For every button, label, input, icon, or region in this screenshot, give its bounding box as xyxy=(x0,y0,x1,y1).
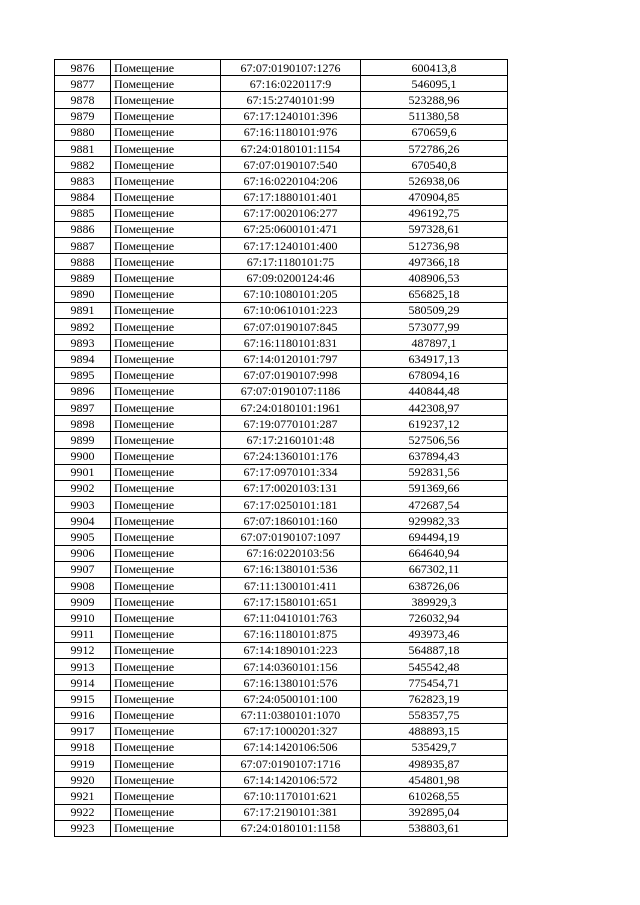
row-number-cell: 9896 xyxy=(55,383,111,399)
cadastral-number-cell: 67:07:0190107:1276 xyxy=(221,60,361,76)
cadastral-value-cell: 526938,06 xyxy=(361,173,508,189)
table-row xyxy=(55,545,508,561)
object-type-cell: Помещение xyxy=(111,335,221,351)
cadastral-number-cell: 67:24:0180101:1158 xyxy=(221,820,361,836)
row-number-cell: 9901 xyxy=(55,464,111,480)
object-type-cell: Помещение xyxy=(111,545,221,561)
object-type-cell: Помещение xyxy=(111,675,221,691)
row-number-cell: 9891 xyxy=(55,302,111,318)
cadastral-value-cell: 600413,8 xyxy=(361,60,508,76)
cadastral-value-cell: 497366,18 xyxy=(361,254,508,270)
object-type-cell: Помещение xyxy=(111,561,221,577)
table-row xyxy=(55,804,508,820)
row-number-cell: 9916 xyxy=(55,707,111,723)
object-type-cell: Помещение xyxy=(111,594,221,610)
row-number-cell: 9915 xyxy=(55,691,111,707)
object-type-cell: Помещение xyxy=(111,723,221,739)
cadastral-value-cell: 591369,66 xyxy=(361,480,508,496)
table-row xyxy=(55,561,508,577)
cadastral-number-cell: 67:17:1180101:75 xyxy=(221,254,361,270)
cadastral-value-cell: 726032,94 xyxy=(361,610,508,626)
cadastral-value-cell: 678094,16 xyxy=(361,367,508,383)
cadastral-value-cell: 498935,87 xyxy=(361,756,508,772)
cadastral-number-cell: 67:07:0190107:845 xyxy=(221,319,361,335)
cadastral-number-cell: 67:24:0500101:100 xyxy=(221,691,361,707)
table-row xyxy=(55,594,508,610)
cadastral-value-cell: 440844,48 xyxy=(361,383,508,399)
cadastral-number-cell: 67:17:0020106:277 xyxy=(221,205,361,221)
cadastral-number-cell: 67:07:0190107:1186 xyxy=(221,383,361,399)
row-number-cell: 9903 xyxy=(55,497,111,513)
object-type-cell: Помещение xyxy=(111,513,221,529)
table-row xyxy=(55,238,508,254)
cadastral-value-cell: 638726,06 xyxy=(361,578,508,594)
table-row xyxy=(55,529,508,545)
cadastral-value-cell: 762823,19 xyxy=(361,691,508,707)
row-number-cell: 9885 xyxy=(55,205,111,221)
row-number-cell: 9876 xyxy=(55,60,111,76)
cadastral-number-cell: 67:16:0220117:9 xyxy=(221,76,361,92)
row-number-cell: 9902 xyxy=(55,480,111,496)
cadastral-number-cell: 67:17:1880101:401 xyxy=(221,189,361,205)
table-row xyxy=(55,464,508,480)
table-row xyxy=(55,480,508,496)
row-number-cell: 9898 xyxy=(55,416,111,432)
cadastral-value-cell: 573077,99 xyxy=(361,319,508,335)
row-number-cell: 9895 xyxy=(55,367,111,383)
cadastral-number-cell: 67:16:0220104:206 xyxy=(221,173,361,189)
object-type-cell: Помещение xyxy=(111,399,221,415)
row-number-cell: 9908 xyxy=(55,578,111,594)
cadastral-value-cell: 929982,33 xyxy=(361,513,508,529)
row-number-cell: 9893 xyxy=(55,335,111,351)
object-type-cell: Помещение xyxy=(111,772,221,788)
object-type-cell: Помещение xyxy=(111,691,221,707)
object-type-cell: Помещение xyxy=(111,497,221,513)
object-type-cell: Помещение xyxy=(111,480,221,496)
cadastral-number-cell: 67:10:0610101:223 xyxy=(221,302,361,318)
table-row xyxy=(55,432,508,448)
cadastral-number-cell: 67:11:0380101:1070 xyxy=(221,707,361,723)
table-row xyxy=(55,675,508,691)
object-type-cell: Помещение xyxy=(111,173,221,189)
cadastral-value-cell: 546095,1 xyxy=(361,76,508,92)
row-number-cell: 9879 xyxy=(55,108,111,124)
table-row xyxy=(55,189,508,205)
table-row xyxy=(55,335,508,351)
cadastral-number-cell: 67:16:1380101:536 xyxy=(221,561,361,577)
cadastral-number-cell: 67:14:0120101:797 xyxy=(221,351,361,367)
table-row xyxy=(55,140,508,156)
table-row xyxy=(55,60,508,76)
row-number-cell: 9921 xyxy=(55,788,111,804)
cadastral-value-cell: 392895,04 xyxy=(361,804,508,820)
cadastral-number-cell: 67:17:2190101:381 xyxy=(221,804,361,820)
object-type-cell: Помещение xyxy=(111,157,221,173)
table-row xyxy=(55,416,508,432)
row-number-cell: 9888 xyxy=(55,254,111,270)
object-type-cell: Помещение xyxy=(111,270,221,286)
cadastral-number-cell: 67:19:0770101:287 xyxy=(221,416,361,432)
cadastral-number-cell: 67:16:1180101:976 xyxy=(221,124,361,140)
cadastral-number-cell: 67:17:1000201:327 xyxy=(221,723,361,739)
cadastral-value-cell: 775454,71 xyxy=(361,675,508,691)
cadastral-value-cell: 572786,26 xyxy=(361,140,508,156)
object-type-cell: Помещение xyxy=(111,92,221,108)
cadastral-number-cell: 67:16:1380101:576 xyxy=(221,675,361,691)
cadastral-number-cell: 67:16:0220103:56 xyxy=(221,545,361,561)
row-number-cell: 9889 xyxy=(55,270,111,286)
row-number-cell: 9922 xyxy=(55,804,111,820)
cadastral-number-cell: 67:17:1240101:400 xyxy=(221,238,361,254)
row-number-cell: 9906 xyxy=(55,545,111,561)
cadastral-value-cell: 512736,98 xyxy=(361,238,508,254)
object-type-cell: Помещение xyxy=(111,205,221,221)
table-row xyxy=(55,513,508,529)
object-type-cell: Помещение xyxy=(111,238,221,254)
row-number-cell: 9920 xyxy=(55,772,111,788)
table-row xyxy=(55,723,508,739)
table-row xyxy=(55,772,508,788)
object-type-cell: Помещение xyxy=(111,448,221,464)
cadastral-value-cell: 664640,94 xyxy=(361,545,508,561)
cadastral-number-cell: 67:17:1240101:396 xyxy=(221,108,361,124)
cadastral-number-cell: 67:24:1360101:176 xyxy=(221,448,361,464)
object-type-cell: Помещение xyxy=(111,626,221,642)
cadastral-number-cell: 67:07:0190107:1716 xyxy=(221,756,361,772)
object-type-cell: Помещение xyxy=(111,642,221,658)
table-row xyxy=(55,205,508,221)
row-number-cell: 9917 xyxy=(55,723,111,739)
cadastral-number-cell: 67:16:1180101:831 xyxy=(221,335,361,351)
cadastral-value-cell: 592831,56 xyxy=(361,464,508,480)
cadastral-number-cell: 67:15:2740101:99 xyxy=(221,92,361,108)
table-row xyxy=(55,707,508,723)
cadastral-value-cell: 538803,61 xyxy=(361,820,508,836)
cadastral-value-cell: 535429,7 xyxy=(361,739,508,755)
table-row xyxy=(55,756,508,772)
cadastral-value-cell: 454801,98 xyxy=(361,772,508,788)
cadastral-number-cell: 67:17:0970101:334 xyxy=(221,464,361,480)
table-row xyxy=(55,108,508,124)
row-number-cell: 9910 xyxy=(55,610,111,626)
row-number-cell: 9919 xyxy=(55,756,111,772)
cadastral-number-cell: 67:16:1180101:875 xyxy=(221,626,361,642)
object-type-cell: Помещение xyxy=(111,76,221,92)
row-number-cell: 9890 xyxy=(55,286,111,302)
row-number-cell: 9900 xyxy=(55,448,111,464)
cadastral-number-cell: 67:17:1580101:651 xyxy=(221,594,361,610)
row-number-cell: 9904 xyxy=(55,513,111,529)
table-row xyxy=(55,270,508,286)
cadastral-value-cell: 496192,75 xyxy=(361,205,508,221)
cadastral-value-cell: 442308,97 xyxy=(361,399,508,415)
object-type-cell: Помещение xyxy=(111,254,221,270)
object-type-cell: Помещение xyxy=(111,383,221,399)
cadastral-value-cell: 527506,56 xyxy=(361,432,508,448)
cadastral-value-cell: 558357,75 xyxy=(361,707,508,723)
object-type-cell: Помещение xyxy=(111,756,221,772)
cadastral-number-cell: 67:07:0190107:540 xyxy=(221,157,361,173)
row-number-cell: 9923 xyxy=(55,820,111,836)
table-row xyxy=(55,497,508,513)
object-type-cell: Помещение xyxy=(111,108,221,124)
object-type-cell: Помещение xyxy=(111,610,221,626)
object-type-cell: Помещение xyxy=(111,432,221,448)
row-number-cell: 9883 xyxy=(55,173,111,189)
cadastral-number-cell: 67:10:1080101:205 xyxy=(221,286,361,302)
table-row xyxy=(55,448,508,464)
object-type-cell: Помещение xyxy=(111,820,221,836)
cadastral-number-cell: 67:14:0360101:156 xyxy=(221,658,361,674)
cadastral-number-cell: 67:14:1890101:223 xyxy=(221,642,361,658)
row-number-cell: 9878 xyxy=(55,92,111,108)
table-row xyxy=(55,124,508,140)
cadastral-number-cell: 67:17:0020103:131 xyxy=(221,480,361,496)
cadastral-value-cell: 523288,96 xyxy=(361,92,508,108)
table-row xyxy=(55,610,508,626)
cadastral-value-cell: 634917,13 xyxy=(361,351,508,367)
cadastral-number-cell: 67:14:1420106:506 xyxy=(221,739,361,755)
cadastral-value-cell: 580509,29 xyxy=(361,302,508,318)
object-type-cell: Помещение xyxy=(111,124,221,140)
table-row xyxy=(55,578,508,594)
property-register-table xyxy=(54,59,508,837)
table-row xyxy=(55,302,508,318)
cadastral-value-cell: 637894,43 xyxy=(361,448,508,464)
table-body xyxy=(55,60,508,837)
cadastral-value-cell: 488893,15 xyxy=(361,723,508,739)
cadastral-number-cell: 67:07:1860101:160 xyxy=(221,513,361,529)
row-number-cell: 9886 xyxy=(55,221,111,237)
cadastral-value-cell: 472687,54 xyxy=(361,497,508,513)
row-number-cell: 9911 xyxy=(55,626,111,642)
cadastral-number-cell: 67:07:0190107:998 xyxy=(221,367,361,383)
cadastral-value-cell: 493973,46 xyxy=(361,626,508,642)
object-type-cell: Помещение xyxy=(111,739,221,755)
row-number-cell: 9897 xyxy=(55,399,111,415)
table-row xyxy=(55,383,508,399)
cadastral-value-cell: 545542,48 xyxy=(361,658,508,674)
cadastral-number-cell: 67:11:0410101:763 xyxy=(221,610,361,626)
cadastral-number-cell: 67:17:2160101:48 xyxy=(221,432,361,448)
cadastral-value-cell: 564887,18 xyxy=(361,642,508,658)
cadastral-value-cell: 389929,3 xyxy=(361,594,508,610)
cadastral-value-cell: 487897,1 xyxy=(361,335,508,351)
object-type-cell: Помещение xyxy=(111,464,221,480)
row-number-cell: 9894 xyxy=(55,351,111,367)
cadastral-value-cell: 619237,12 xyxy=(361,416,508,432)
table-row xyxy=(55,76,508,92)
table-row xyxy=(55,739,508,755)
row-number-cell: 9905 xyxy=(55,529,111,545)
cadastral-value-cell: 670540,8 xyxy=(361,157,508,173)
table-row xyxy=(55,319,508,335)
row-number-cell: 9882 xyxy=(55,157,111,173)
cadastral-number-cell: 67:11:1300101:411 xyxy=(221,578,361,594)
table-row xyxy=(55,92,508,108)
table-row xyxy=(55,286,508,302)
table-row xyxy=(55,658,508,674)
table-row xyxy=(55,221,508,237)
table-row xyxy=(55,642,508,658)
table-row xyxy=(55,691,508,707)
object-type-cell: Помещение xyxy=(111,367,221,383)
row-number-cell: 9887 xyxy=(55,238,111,254)
cadastral-value-cell: 656825,18 xyxy=(361,286,508,302)
cadastral-number-cell: 67:14:1420106:572 xyxy=(221,772,361,788)
cadastral-number-cell: 67:10:1170101:621 xyxy=(221,788,361,804)
table-row xyxy=(55,626,508,642)
row-number-cell: 9884 xyxy=(55,189,111,205)
table-row xyxy=(55,788,508,804)
cadastral-number-cell: 67:07:0190107:1097 xyxy=(221,529,361,545)
table-row xyxy=(55,399,508,415)
cadastral-value-cell: 408906,53 xyxy=(361,270,508,286)
cadastral-value-cell: 597328,61 xyxy=(361,221,508,237)
object-type-cell: Помещение xyxy=(111,529,221,545)
object-type-cell: Помещение xyxy=(111,788,221,804)
object-type-cell: Помещение xyxy=(111,221,221,237)
cadastral-value-cell: 694494,19 xyxy=(361,529,508,545)
object-type-cell: Помещение xyxy=(111,140,221,156)
table-row xyxy=(55,351,508,367)
object-type-cell: Помещение xyxy=(111,302,221,318)
table-row xyxy=(55,367,508,383)
object-type-cell: Помещение xyxy=(111,319,221,335)
cadastral-number-cell: 67:24:0180101:1154 xyxy=(221,140,361,156)
row-number-cell: 9907 xyxy=(55,561,111,577)
cadastral-value-cell: 610268,55 xyxy=(361,788,508,804)
row-number-cell: 9881 xyxy=(55,140,111,156)
row-number-cell: 9909 xyxy=(55,594,111,610)
row-number-cell: 9914 xyxy=(55,675,111,691)
object-type-cell: Помещение xyxy=(111,351,221,367)
object-type-cell: Помещение xyxy=(111,189,221,205)
object-type-cell: Помещение xyxy=(111,578,221,594)
cadastral-number-cell: 67:09:0200124:46 xyxy=(221,270,361,286)
row-number-cell: 9899 xyxy=(55,432,111,448)
cadastral-value-cell: 667302,11 xyxy=(361,561,508,577)
object-type-cell: Помещение xyxy=(111,707,221,723)
row-number-cell: 9880 xyxy=(55,124,111,140)
row-number-cell: 9877 xyxy=(55,76,111,92)
table-row xyxy=(55,173,508,189)
object-type-cell: Помещение xyxy=(111,804,221,820)
cadastral-value-cell: 470904,85 xyxy=(361,189,508,205)
table-row xyxy=(55,820,508,836)
object-type-cell: Помещение xyxy=(111,416,221,432)
cadastral-number-cell: 67:24:0180101:1961 xyxy=(221,399,361,415)
object-type-cell: Помещение xyxy=(111,658,221,674)
object-type-cell: Помещение xyxy=(111,60,221,76)
table-row xyxy=(55,254,508,270)
cadastral-number-cell: 67:17:0250101:181 xyxy=(221,497,361,513)
row-number-cell: 9912 xyxy=(55,642,111,658)
row-number-cell: 9918 xyxy=(55,739,111,755)
row-number-cell: 9892 xyxy=(55,319,111,335)
row-number-cell: 9913 xyxy=(55,658,111,674)
cadastral-value-cell: 511380,58 xyxy=(361,108,508,124)
table-row xyxy=(55,157,508,173)
cadastral-value-cell: 670659,6 xyxy=(361,124,508,140)
cadastral-number-cell: 67:25:0600101:471 xyxy=(221,221,361,237)
object-type-cell: Помещение xyxy=(111,286,221,302)
